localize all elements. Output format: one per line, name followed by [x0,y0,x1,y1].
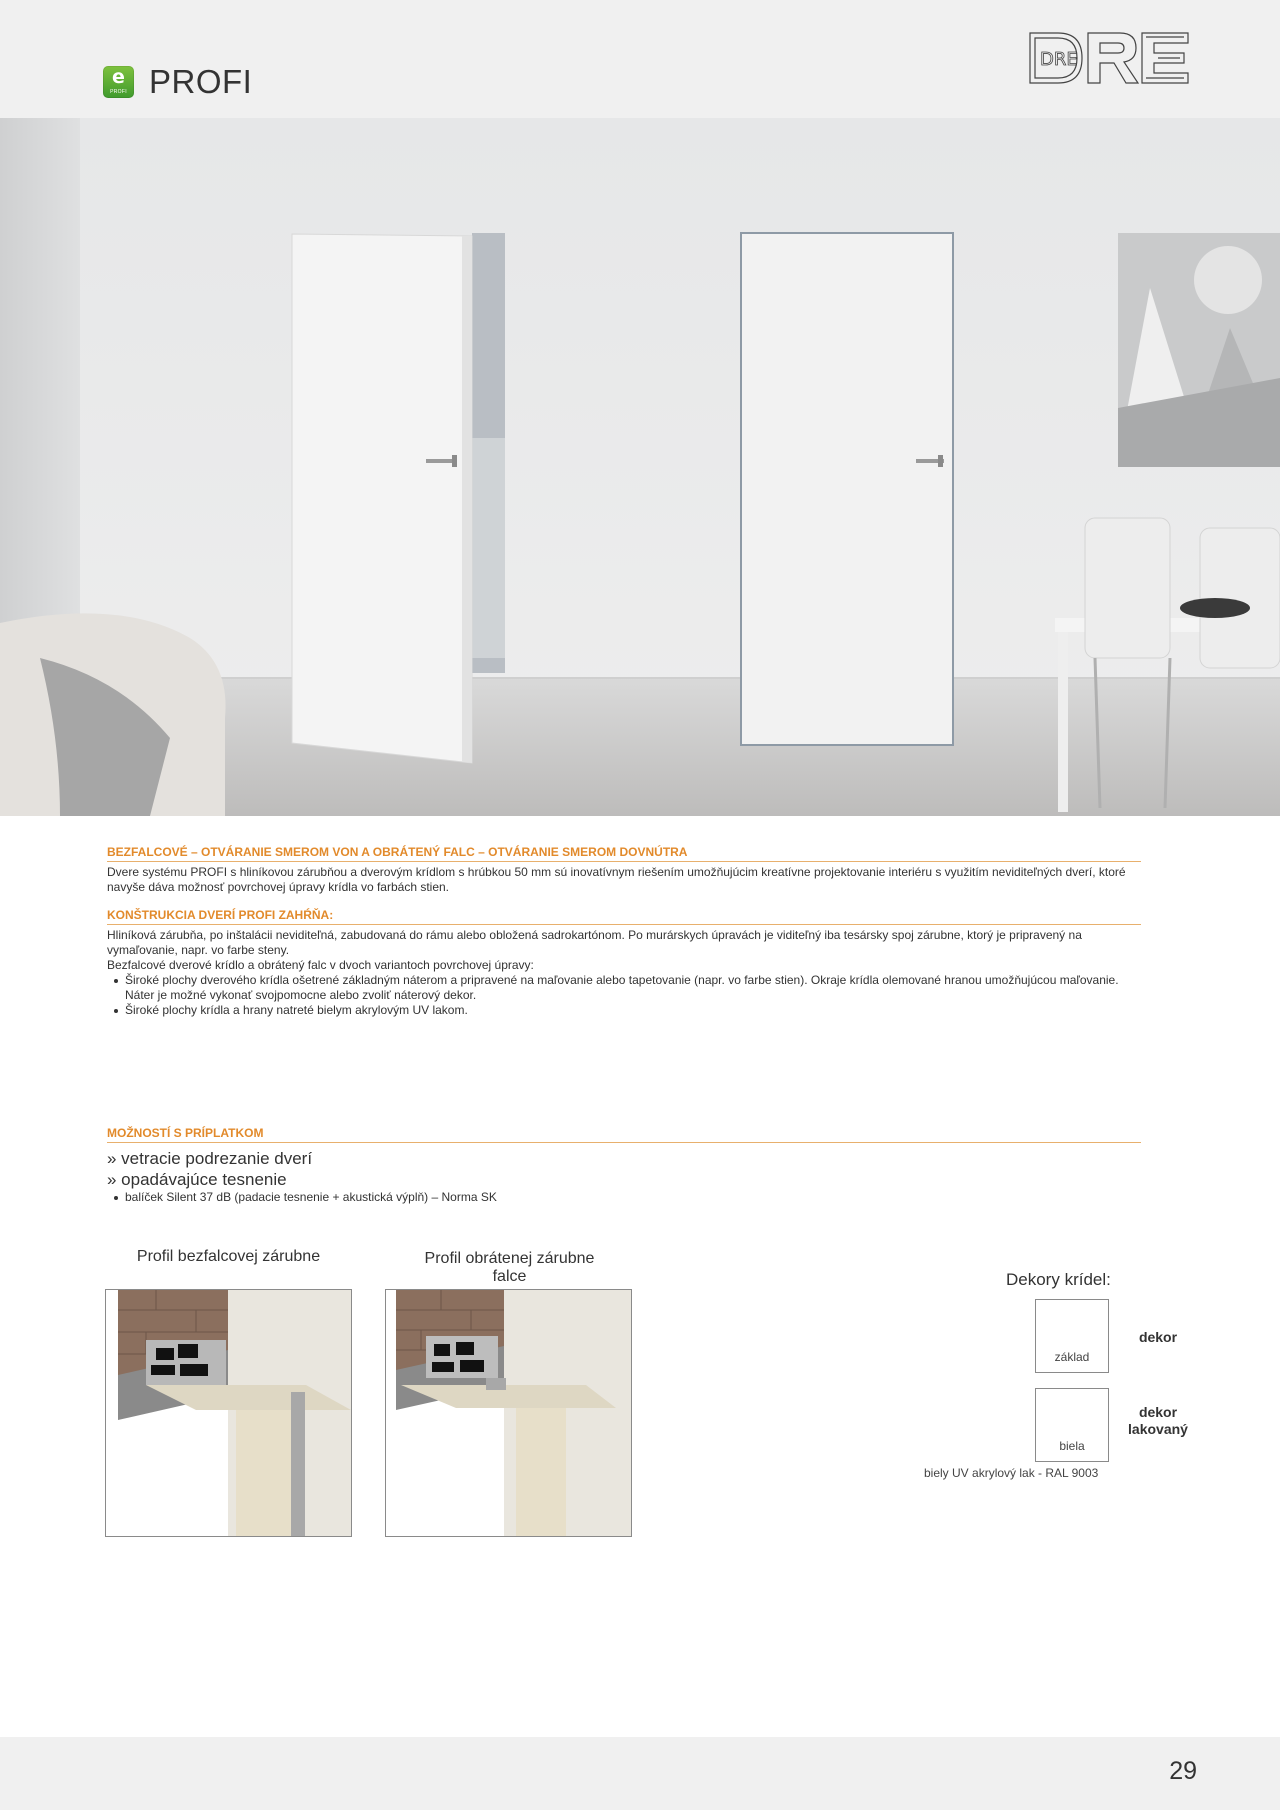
section-heading-construction: KONŠTRUKCIA DVERÍ PROFI ZAHŔŇA: [107,906,1141,925]
construction-paragraph-2: Bezfalcové dverové krídlo a obrátený falc v dvoch variantoch povrchovej úpravy: [107,958,534,972]
profile-caption-reversed-line1: Profil obrátenej zárubne [424,1250,595,1267]
product-title: PROFI [149,63,253,100]
decor-name-1: dekor [1138,1329,1178,1345]
option-drop-seal: » opadávajúce tesnenie [107,1170,287,1189]
brand-logo [1028,30,1190,86]
profile-image-flush-frame [105,1289,352,1537]
profile-reversed-drawing [386,1290,631,1536]
page-header [0,0,1280,118]
decor-swatch-base-label: základ [1054,1350,1090,1364]
profile-flush-drawing [106,1290,351,1536]
brand-logo-text: DRE [1040,49,1078,70]
decor-name-2 [1122,1404,1194,1438]
option-silent-package: balíček Silent 37 dB (padacie tesnenie + akustická výplň) – Norma SK [125,1190,497,1204]
construction-paragraph-1: Hliníková zárubňa, po inštalácii neviditeľná, zabudovaná do rámu alebo obložená sadrokartónom. Po murárskych úpravách je viditeľný iba tesársky spoj zárubne, ktorý je pripravený na vymaľovanie, napr. vo farbe steny. [107,928,1082,957]
badge-letter: e [112,66,125,88]
decor-name-2-line2: lakovaný [1128,1421,1188,1437]
page-footer [0,1737,1280,1810]
decor-name-2-line1: dekor [1138,1404,1178,1420]
profile-caption-reversed [386,1250,633,1286]
decor-title: Dekory krídel: [1006,1270,1111,1289]
construction-bullets [107,973,1147,1018]
decor-swatch-white [1035,1388,1109,1462]
profi-badge-icon [103,66,134,98]
badge-small-text: PROFI [110,89,127,95]
decor-swatch-base [1035,1299,1109,1373]
profile-caption-flush: Profil bezfalcovej zárubne [136,1248,321,1265]
option-ventilation-cut: » vetracie podrezanie dverí [107,1149,313,1168]
section-heading-opening: BEZFALCOVÉ – OTVÁRANIE SMEROM VON A OBRÁTENÝ FALC – OTVÁRANIE SMEROM DOVNÚTRA [107,843,1141,862]
decor-note: biely UV akrylový lak - RAL 9003 [924,1466,1099,1480]
profile-image-reversed-frame [385,1289,632,1537]
profile-caption-reversed-line2: falce [492,1268,527,1285]
list-item: Široké plochy krídla a hrany natreté bielym akrylovým UV lakom. [125,1003,1147,1018]
decor-swatch-white-label: biela [1059,1439,1085,1453]
hero-room-image [0,118,1280,816]
section-text-intro [107,865,1147,895]
page-number: 29 [1169,1757,1197,1785]
section-text-construction [107,928,1147,1018]
intro-paragraph: Dvere systému PROFI s hliníkovou zárubňou a dverovým krídlom s hrúbkou 50 mm sú inovatívnym riešením umožňujúcim kreatívne projektovanie interiéru s využitím neviditeľných dverí, ktoré navyše dáva možnosť povrchovej úpravy krídla vo farbách stien. [107,865,1126,894]
list-item: Široké plochy dverového krídla ošetrené základným náterom a pripravené na maľovanie alebo tapetovanie (napr. vo farbe stien). Okraje krídla olemované hranou umožňujúcou maľovanie. Náter je možné vykonať svojpomocne alebo zvoliť náterový dekor. [125,973,1147,1003]
section-heading-options: MOŽNOSTÍ S PRÍPLATKOM [107,1124,1141,1143]
